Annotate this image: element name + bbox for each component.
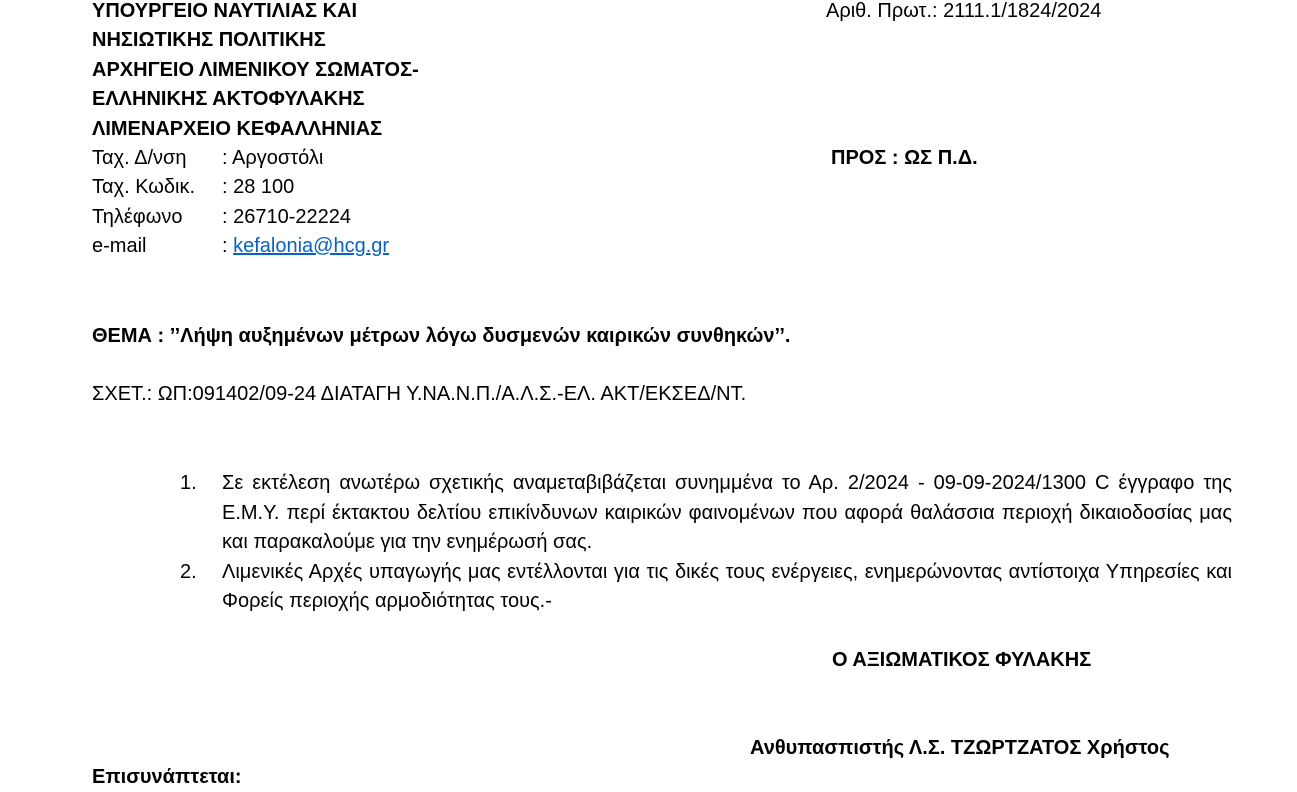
org-line-policy: ΝΗΣΙΩΤΙΚΗΣ ΠΟΛΙΤΙΚΗΣ (92, 29, 326, 51)
contact-postal-label: Ταχ. Κωδικ. (92, 176, 196, 198)
contact-email-sep: : (222, 235, 228, 257)
contact-phone-value: : 26710-22224 (222, 206, 352, 228)
contact-address (92, 144, 323, 173)
contact-phone (92, 203, 351, 232)
list-item-number: 1. (180, 472, 197, 494)
list-item-text: Σε εκτέλεση ανωτέρω σχετικής αναμεταβιβάζεται συνημμένα το Αρ. 2/2024 - 09-09-2024/1300 C έγγραφο της Ε.Μ.Υ. περί έκτακτου δελτίου επικίνδυνων καιρικών φαινομένων που αφορά θαλάσσια περιοχή δικαιοδοσίας μας και παρακαλούμε για την ενημέρωσή σας. (222, 472, 1232, 553)
contact-email (92, 232, 389, 261)
org-line-ministry: ΥΠΟΥΡΓΕΙΟ ΝΑΥΤΙΛΙΑΣ ΚΑΙ (92, 0, 358, 22)
email-link[interactable]: kefalonia@hcg.gr (233, 235, 390, 257)
list-item (180, 469, 1232, 558)
contact-postal-value: : 28 100 (222, 176, 295, 198)
body-list (180, 469, 1232, 617)
org-line-coastguard: ΕΛΛΗΝΙΚΗΣ ΑΚΤΟΦΥΛΑΚΗΣ (92, 88, 365, 110)
protocol-number: Αριθ. Πρωτ.: 2111.1/1824/2024 (826, 0, 1102, 22)
contact-email-label: e-mail (92, 235, 147, 257)
contact-phone-label: Τηλέφωνο (92, 206, 183, 228)
org-line-hq: ΑΡΧΗΓΕΙΟ ΛΙΜΕΝΙΚΟΥ ΣΩΜΑΤΟΣ- (92, 59, 419, 81)
contact-address-label: Ταχ. Δ/νση (92, 147, 187, 169)
recipient: ΠΡΟΣ : ΩΣ Π.Δ. (831, 147, 978, 169)
list-item-text: Λιμενικές Αρχές υπαγωγής μας εντέλλονται για τις δικές τους ενέργειες, ενημερώνοντας αντίστοιχα Υπηρεσίες και Φορείς περιοχής αρμοδιότητας τους.- (222, 560, 1232, 612)
signatory-name: Ανθυπασπιστής Λ.Σ. ΤΖΩΡΤΖΑΤΟΣ Χρήστος (750, 737, 1170, 759)
contact-address-value: : Αργοστόλι (222, 147, 324, 169)
contact-postal (92, 173, 294, 202)
list-item (180, 558, 1232, 617)
list-item-number: 2. (180, 560, 197, 583)
reference-line: ΣΧΕΤ.: ΩΠ:091402/09-24 ΔΙΑΤΑΓΗ Υ.ΝΑ.Ν.Π./Α.Λ.Σ.-ΕΛ. ΑΚΤ/ΕΚΣΕΔ/ΝΤ. (92, 383, 747, 405)
signatory-role: Ο ΑΞΙΩΜΑΤΙΚΟΣ ΦΥΛΑΚΗΣ (832, 649, 1092, 671)
attachments-label: Επισυνάπτεται: (92, 766, 242, 788)
org-line-port-authority: ΛΙΜΕΝΑΡΧΕΙΟ ΚΕΦΑΛΛΗΝΙΑΣ (92, 118, 383, 140)
subject-line: ΘΕΜΑ : ’’Λήψη αυξημένων μέτρων λόγω δυσμενών καιρικών συνθηκών’’. (92, 325, 791, 347)
